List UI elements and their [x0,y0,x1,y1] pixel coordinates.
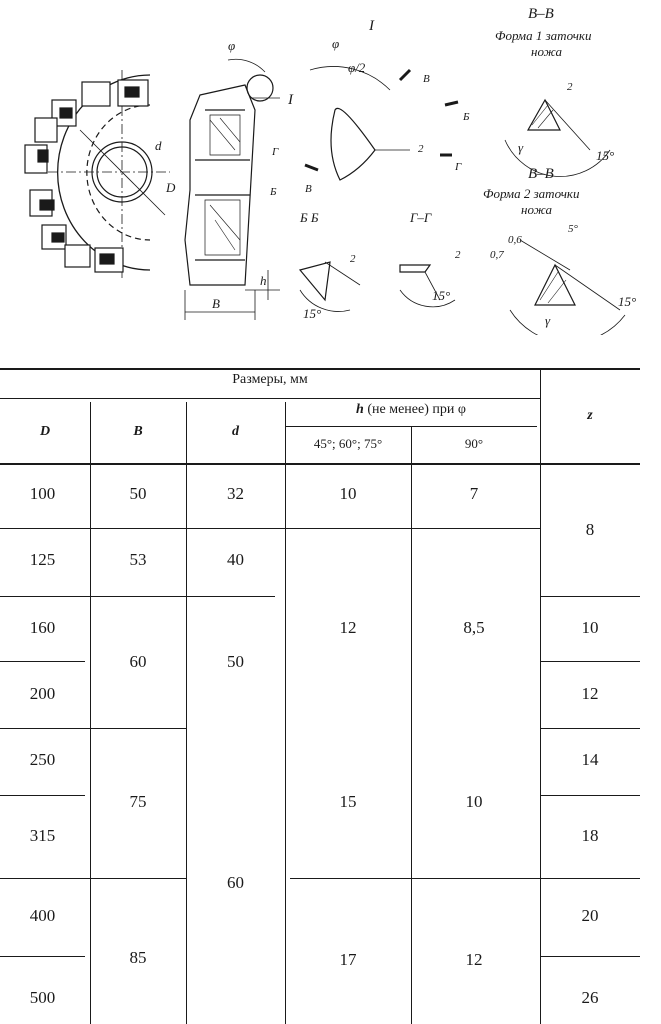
gamma-form2: γ [545,313,551,328]
group-header: Размеры, мм [232,372,308,387]
header-h-sub2: 90° [464,436,484,451]
mark-V-detail: В [423,73,430,85]
phi-label-detail: φ [332,36,340,51]
dimensions-table [0,360,661,1024]
width-B-label: B [212,296,220,311]
cell-B-53: 53 [129,550,147,569]
section-vv-2-title: В–В [528,166,554,182]
gamma-form1: γ [518,140,524,155]
cell-h1-17: 17 [339,950,357,969]
dim-07-form2: 0,7 [490,249,504,261]
cutter-front-view [25,70,170,280]
detail-I-label: I [288,92,293,108]
section-bb-title: Б Б [300,210,319,225]
cell-D-100: 100 [29,484,56,503]
header-h-sub1: 45°; 60°; 75° [313,436,383,451]
cell-h1-12: 12 [339,618,357,637]
cell-z-10: 10 [581,618,599,637]
header-h-rest: (не менее) при φ [363,402,466,417]
angle-15-form2: 15° [618,294,637,309]
cell-D-250: 250 [29,750,56,769]
cell-B-50: 50 [129,484,147,503]
diameter-d-label: d [155,138,162,153]
cell-D-200: 200 [29,684,56,703]
header-D: D [39,424,51,439]
form2-caption-line2: ножа [521,202,553,217]
detail-I-title: I [369,18,374,34]
technical-drawing [0,0,661,335]
cell-D-400: 400 [29,906,56,925]
angle-15-bb: 15° [303,306,322,321]
cell-d-50: 50 [227,652,244,671]
detail-I [305,67,458,180]
cell-z-14: 14 [581,750,599,769]
dim-2-gg: 2 [455,249,461,261]
cell-D-125: 125 [29,550,56,569]
cell-D-315: 315 [29,826,56,845]
form2-caption-line1: Форма 2 заточки [483,186,580,201]
phi-half-label: φ/2 [348,60,366,75]
cell-h1-15: 15 [339,792,357,811]
form1-caption-line1: Форма 1 заточки [495,28,592,43]
cell-z-18: 18 [581,826,599,845]
cell-h1-10: 10 [339,484,357,503]
cell-z-8: 8 [585,520,595,539]
header-z: z [587,408,593,423]
phi-label-side: φ [228,38,236,53]
header-h-symbol: h [356,402,364,417]
cell-B-75: 75 [129,792,147,811]
section-gg-title: Г–Г [410,210,432,225]
angle-15-gg: 15° [432,288,451,303]
angle-15-form1: 15° [596,148,615,163]
mark-B-detail: Б [463,111,470,123]
section-vv-form1 [505,100,610,177]
mark-G-detail: Г [455,161,462,173]
cell-z-26: 26 [581,988,599,1007]
mark-G-side: Г [272,146,279,158]
cell-h2-8-5: 8,5 [463,618,485,637]
section-vv-form2 [510,240,625,335]
cell-d-40: 40 [227,550,244,569]
cell-D-160: 160 [29,618,56,637]
dim-2-bb: 2 [350,253,356,265]
cell-B-85: 85 [129,948,147,967]
dim-2-detail: 2 [418,143,424,155]
cell-h2-10: 10 [465,792,483,811]
mark-V-side: В [305,183,312,195]
section-vv-1-title: В–В [528,6,554,22]
dim-06-form2: 0,6 [508,234,522,246]
cell-d-32: 32 [227,484,244,503]
form1-caption-line2: ножа [531,44,563,59]
height-h-label: h [260,273,267,288]
diameter-D-label: D [166,180,176,195]
header-d: d [232,424,239,439]
cell-z-20: 20 [581,906,599,925]
cell-B-60: 60 [129,652,147,671]
header-h [285,402,537,418]
cell-D-500: 500 [29,988,56,1007]
cell-h2-12: 12 [465,950,483,969]
mark-B-side: Б [270,186,277,198]
cell-h2-7: 7 [469,484,479,503]
section-bb [300,262,360,312]
header-B: B [133,424,143,439]
cell-d-60: 60 [227,873,244,892]
angle-5-form2: 5° [568,223,578,235]
dim-2-form1: 2 [567,81,573,93]
cell-z-12: 12 [581,684,599,703]
